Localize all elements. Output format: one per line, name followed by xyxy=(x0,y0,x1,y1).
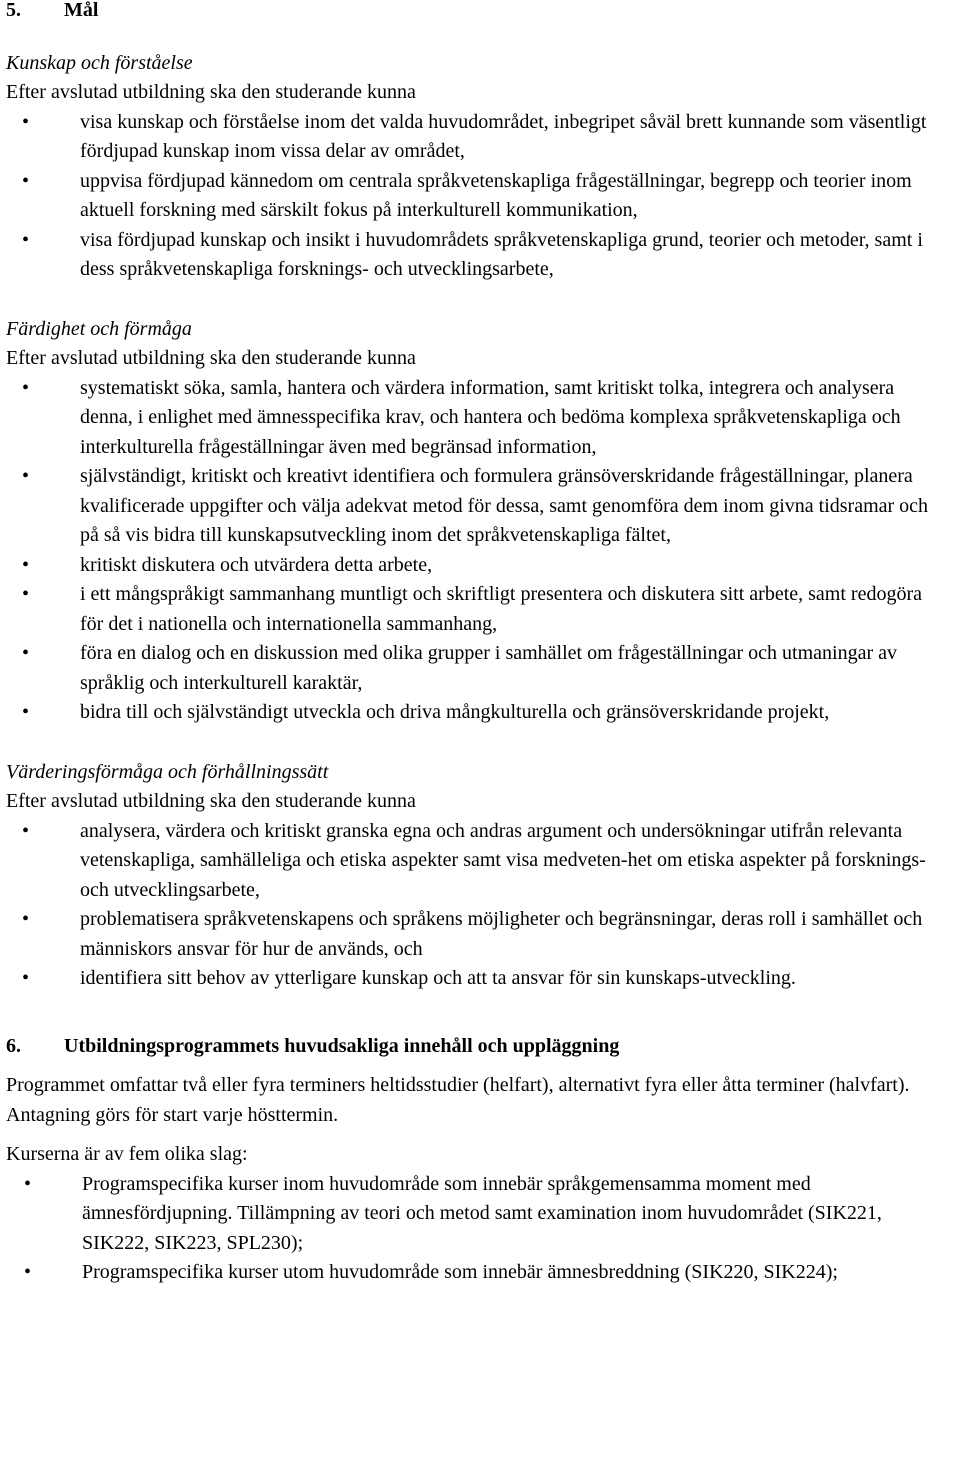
list-item-text: analysera, värdera och kritiskt granska egna och andras argument och undersökningar utifrån relevanta vetenskapliga, samhälleliga och etiska aspekter samt visa medveten-het om etiska aspekter på forsknings- och utvecklingsarbete, xyxy=(80,819,926,901)
section-5-title: Mål xyxy=(64,0,99,21)
list-item-text: systematiskt söka, samla, hantera och värdera information, samt kritiskt tolka, integrera och analysera denna, i enlighet med ämnesspecifika krav, och hantera och bedöma komplexa språkvetenskapliga och interkulturella frågeställningar även med begränsad information, xyxy=(80,376,901,458)
bullet-icon: • xyxy=(22,376,30,399)
list-item-text: visa kunskap och förståelse inom det valda huvudområdet, inbegripet såväl brett kunnande som väsentligt fördjupad kunskap inom vissa delar av området, xyxy=(80,110,927,162)
list-item xyxy=(6,698,946,728)
list-item xyxy=(6,108,946,167)
bullet-icon: • xyxy=(22,465,30,487)
goal-group-knowledge xyxy=(6,49,946,285)
goal-group-values xyxy=(6,758,946,994)
bullet-icon: • xyxy=(22,819,30,842)
list-item xyxy=(6,1170,946,1259)
group-intro: Efter avslutad utbildning ska den studerande kunna xyxy=(6,347,416,369)
section-6-title: Utbildningsprogrammets huvudsakliga innehåll och uppläggning xyxy=(64,1034,620,1057)
list-item-text: Programspecifika kurser inom huvudområde som innebär språkgemensamma moment med ämnesfördjupning. Tillämpning av teori och metod samt examination inom huvudområdet (SIK221, SIK222, SIK223, SPL230); xyxy=(82,1172,882,1254)
group-intro: Efter avslutad utbildning ska den studerande kunna xyxy=(6,790,416,812)
list-item xyxy=(6,226,946,285)
bullet-icon: • xyxy=(22,110,30,133)
list-item xyxy=(6,639,946,698)
group-subtitle: Kunskap och förståelse xyxy=(6,51,193,74)
list-item-text: föra en dialog och en diskussion med olika grupper i samhället om frågeställningar och utmaningar av språklig och interkulturell karaktär, xyxy=(80,642,897,694)
list-item xyxy=(6,167,946,226)
bullet-icon: • xyxy=(22,553,30,576)
section-5-number: 5. xyxy=(6,0,21,21)
list-item xyxy=(6,1258,946,1288)
list-item-text: i ett mångspråkigt sammanhang muntligt och skriftligt presentera och diskutera sitt arbete, samt redogöra för det i nationella och internationella sammanhang, xyxy=(80,583,922,635)
group-intro: Efter avslutad utbildning ska den studerande kunna xyxy=(6,81,416,103)
section-6-number: 6. xyxy=(6,1034,21,1057)
list-item xyxy=(6,905,946,964)
section-5-heading xyxy=(6,0,946,26)
list-item-text: uppvisa fördjupad kännedom om centrala språkvetenskapliga frågeställningar, begrepp och teorier inom aktuell forskning med särskilt fokus på interkulturell kommunikation, xyxy=(80,169,912,221)
goal-group-skills xyxy=(6,315,946,728)
bullet-icon: • xyxy=(22,228,30,251)
goal-list xyxy=(6,374,946,728)
list-item-text: problematisera språkvetenskapens och språkens möjligheter och begränsningar, deras roll i samhället och människors ansvar för hur de används, och xyxy=(80,908,923,960)
group-subtitle: Färdighet och förmåga xyxy=(6,317,192,340)
list-item-text: bidra till och självständigt utveckla och driva mångkulturella och gränsöverskridande projekt, xyxy=(80,701,830,723)
list-item-text: visa fördjupad kunskap och insikt i huvudområdets språkvetenskapliga grund, teorier och metoder, samt i dess språkvetenskapliga forsknings- och utvecklingsarbete, xyxy=(80,228,923,280)
list-item-text: Programspecifika kurser utom huvudområde som innebär ämnesbreddning (SIK220, SIK224); xyxy=(82,1261,838,1283)
section-6-heading xyxy=(6,1032,946,1062)
list-item xyxy=(6,964,946,994)
list-item-text: kritiskt diskutera och utvärdera detta arbete, xyxy=(80,553,433,576)
bullet-icon: • xyxy=(22,169,30,192)
bullet-icon: • xyxy=(22,583,30,605)
program-description: Programmet omfattar två eller fyra terminers heltidsstudier (helfart), alternativt fyra eller åtta terminer (halvfart). Antagning görs för start varje hösttermin. xyxy=(6,1074,910,1126)
list-item xyxy=(6,462,946,551)
goal-list xyxy=(6,108,946,285)
bullet-icon: • xyxy=(24,1172,32,1195)
bullet-icon: • xyxy=(24,1261,32,1283)
group-subtitle: Värderingsförmåga och förhållningssätt xyxy=(6,760,329,783)
list-item xyxy=(6,551,946,581)
bullet-icon: • xyxy=(22,701,30,723)
bullet-icon: • xyxy=(22,642,30,664)
goal-list xyxy=(6,817,946,994)
list-item xyxy=(6,374,946,463)
bullet-icon: • xyxy=(22,967,30,989)
course-type-list xyxy=(6,1170,946,1288)
list-item-text: självständigt, kritiskt och kreativt identifiera och formulera gränsöverskridande frågeställningar, planera kvalificerade uppgifter och välja adekvat metod för dessa, samt genomföra dem inom givna tidsramar och på så vis bidra till kunskapsutveckling inom det språkvetenskapliga fältet, xyxy=(80,465,929,546)
list-item xyxy=(6,580,946,639)
course-types-intro: Kurserna är av fem olika slag: xyxy=(6,1143,248,1165)
list-item xyxy=(6,817,946,906)
list-item-text: identifiera sitt behov av ytterligare kunskap och att ta ansvar för sin kunskaps-utveckling. xyxy=(80,967,796,989)
bullet-icon: • xyxy=(22,908,30,930)
